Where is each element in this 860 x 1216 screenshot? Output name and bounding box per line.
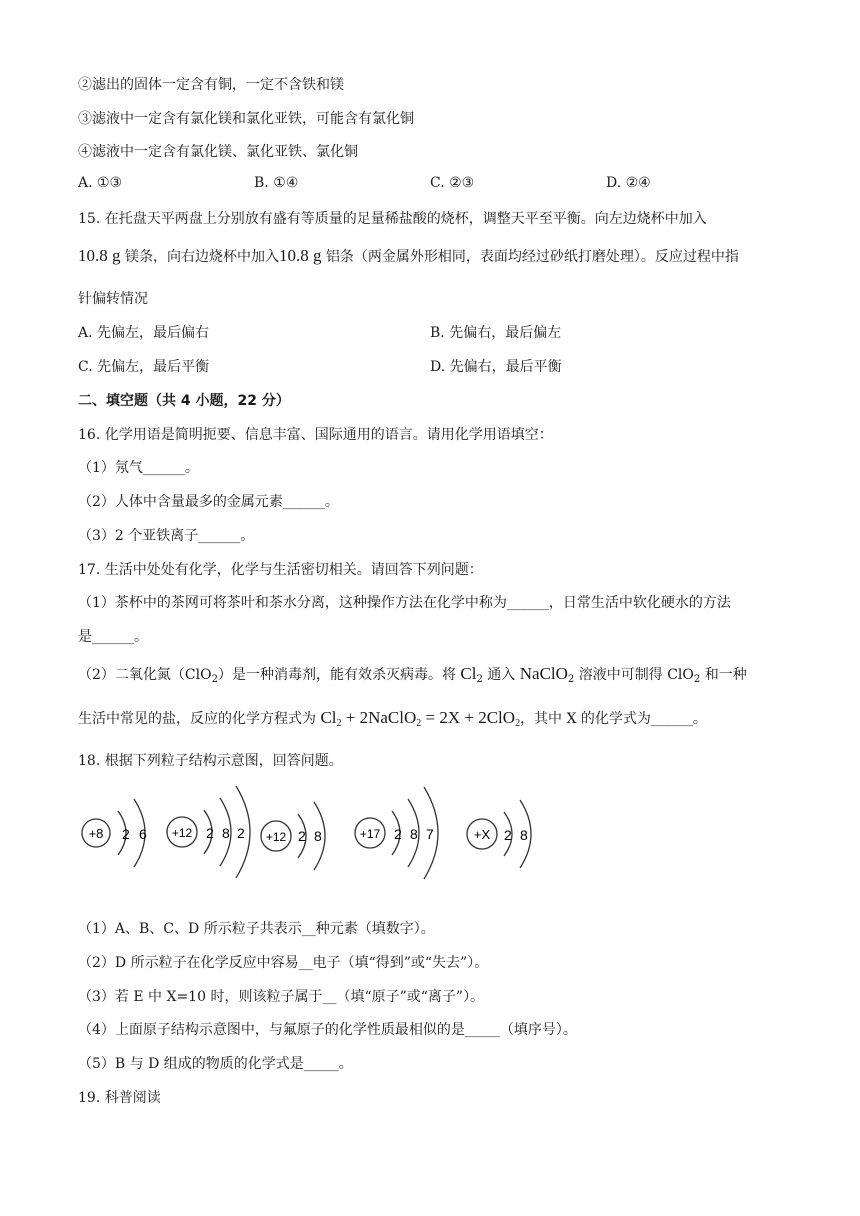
svg-text:8: 8 [520,827,528,843]
q17-part-2-line1: （2）二氧化氮（ClO$_2$）是一种消毒剂，能有效杀灭病毒。将 $Cl_2$ 通入 NaClO$_2$ 溶液中可制得 ClO$_2$ 和一种 [78,664,747,685]
q15-option-a: A. 先偏左，最后偏右 [78,325,210,341]
q18-part-1: （1）A、B、C、D 所示粒子共表示__种元素（填数字）。 [78,921,435,937]
q18-part-2: （2）D 所示粒子在化学反应中容易__电子（填“得到”或“失去”）。 [78,955,489,971]
q14-statement-3: ③滤液中一定含有氯化镁和氯化亚铁，可能含有氯化铜 [78,111,414,127]
q15-stem-line1: 15. 在托盘天平两盘上分别放有盛有等质量的足量稀盐酸的烧杯，调整天平至平衡。向左边烧杯中加入 [78,211,707,227]
q15-option-b: B. 先偏右，最后偏左 [430,325,562,341]
q17-part-2-line2: 生活中常见的盐，反应的化学方程式为 $Cl_2$ + 2NaClO$_2$ = 2X + 2ClO$_2$，其中 X 的化学式为______。 [78,708,707,729]
svg-text:2: 2 [394,826,402,842]
q17-part-1-line1: （1）茶杯中的茶网可将茶叶和茶水分离，这种操作方法在化学中称为______，日常生活中软化硬水的方法 [78,595,731,611]
svg-text:6: 6 [139,826,147,842]
chemical-equation: $Cl_2$ + 2NaClO$_2$ = 2X + 2ClO$_2$ [320,708,521,729]
atom-b [167,786,250,910]
svg-text:8: 8 [410,826,418,842]
q14-option-a: A. ①③ [78,175,123,191]
q18-part-5: （5）B 与 D 组成的物质的化学式是_____。 [78,1056,353,1072]
svg-text:2: 2 [298,828,306,844]
atom-c [261,802,325,910]
svg-text:2: 2 [504,827,512,843]
q18-part-4: （4）上面原子结构示意图中，与氟原子的化学性质最相似的是_____（填序号）。 [78,1022,577,1038]
q14-option-d: D. ②④ [606,175,651,191]
svg-text:2: 2 [237,825,245,841]
q18-part-3: （3）若 E 中 X=10 时，则该粒子属于__（填“原子”或“离子”）。 [78,989,485,1005]
q16-part-3: （3）2 个亚铁离子______。 [78,528,255,544]
q16-part-2: （2）人体中含量最多的金属元素______。 [78,494,339,510]
q15-stem-line3: 针偏转情况 [78,291,148,307]
atom-d [355,787,438,910]
svg-text:8: 8 [314,828,322,844]
q15-stem-line2: 10.8 g 镁条，向右边烧杯中加入10.8 g 铝条（两金属外形相同，表面均经过砂纸打磨处理）。反应过程中指 [78,246,739,265]
q16-stem: 16. 化学用语是简明扼要、信息丰富、国际通用的语言。请用化学用语填空： [78,427,553,443]
q14-option-b: B. ①④ [254,175,299,191]
q14-statement-2: ②滤出的固体一定含有铜，一定不含铁和镁 [78,77,344,93]
q17-part-1-line2: 是______。 [78,629,148,645]
svg-text:+12: +12 [171,826,193,840]
q15-option-c: C. 先偏左，最后平衡 [78,359,210,375]
section-title: 二、填空题（共 4 小题，22 分） [78,393,290,409]
svg-text:7: 7 [426,826,434,842]
svg-text:+8: +8 [88,826,104,841]
atom-structure-diagrams [78,778,538,910]
q15-option-d: D. 先偏右，最后平衡 [430,359,562,375]
q15-mass-al: 10.8 g [278,246,322,265]
q17-stem: 17. 生活中处处有化学，化学与生活密切相关。请回答下列问题： [78,562,483,578]
q15-mass-mg: 10.8 g [78,246,121,265]
atom-e [467,800,531,910]
atom-a [82,799,147,910]
q19-title: 19. 科普阅读 [78,1090,161,1106]
svg-text:+X: +X [473,827,491,842]
svg-text:2: 2 [206,825,214,841]
svg-text:+12: +12 [265,830,287,844]
svg-text:8: 8 [222,825,230,841]
q14-option-c: C. ②③ [430,175,475,191]
q14-statement-4: ④滤液中一定含有氯化镁、氯化亚铁、氯化铜 [78,144,358,160]
svg-text:+17: +17 [359,827,381,841]
q16-part-1: （1）氖气______。 [78,460,199,476]
svg-text:2: 2 [122,826,130,842]
q18-stem: 18. 根据下列粒子结构示意图，回答问题。 [78,753,343,769]
